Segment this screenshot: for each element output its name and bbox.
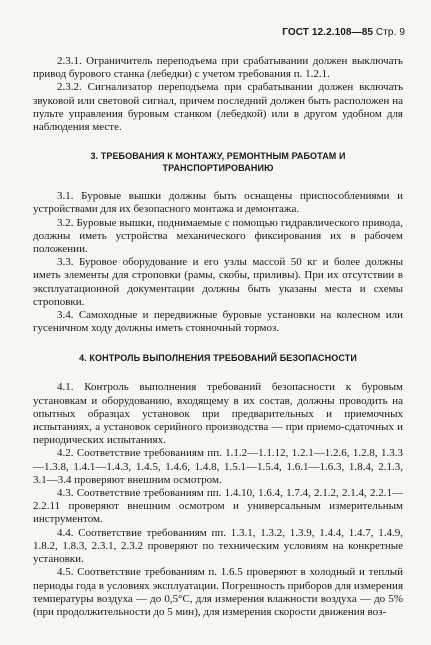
paragraph-4-4: 4.4. Соответствие требованиям пп. 1.3.1, 1.3.2, 1.3.9, 1.4.4, 1.4.7, 1.4.9, 1.8.2, 1.8.3, 2.3.1, 2.3.2 проверяют по техническим условиям на конкретные установки. <box>33 526 403 566</box>
document-body <box>33 55 403 619</box>
standard-number: ГОСТ 12.2.108—85 <box>282 27 374 38</box>
paragraph-3-4: 3.4. Самоходные и передвижные буровые установки на колесном или гусеничном ходу должны иметь стояночный тормоз. <box>33 309 403 335</box>
paragraph-4-3: 4.3. Соответствие требованиям пп. 1.4.10, 1.6.4, 1.7.4, 2.1.2, 2.1.4, 2.2.1—2.2.11 проверяют внешним осмотром и универсальным измерительным инструментом. <box>33 487 403 526</box>
paragraph-2-3-1: 2.3.1. Ограничитель переподъема при срабатывании должен выключать привод бурового станка (лебедки) с учетом требования п. 1.2.1. <box>33 55 403 81</box>
paragraph-4-1: 4.1. Контроль выполнения требований безопасности к буровым установкам и оборудованию, входящему в их состав, должны проводить на опытных образцах установок при предварительных и приемочных испытаниях, а установок серийного производства — при приемо-сдаточных и периодических испытаниях. <box>33 381 403 447</box>
section-heading-3: 3. ТРЕБОВАНИЯ К МОНТАЖУ, РЕМОНТНЫМ РАБОТАМ И ТРАНСПОРТИРОВАНИЮ <box>90 151 346 174</box>
paragraph-2-3-2: 2.3.2. Сигнализатор переподъема при срабатывании должен включать звуковой или световой сигнал, причем последний должен быть расположен на пульте управления буровым станком (лебедкой) или в другом удобном для наблюдения месте. <box>33 81 403 134</box>
section-heading-4: 4. КОНТРОЛЬ ВЫПОЛНЕНИЯ ТРЕБОВАНИЙ БЕЗОПАСНОСТИ <box>79 353 357 364</box>
paragraph-3-2: 3.2. Буровые вышки, поднимаемые с помощью гидравлического привода, должны иметь устройства механического фиксирования их в рабочем положении. <box>33 216 403 256</box>
paragraph-3-1: 3.1. Буровые вышки должны быть оснащены приспособлениями и устройствами для их безопасного монтажа и демонтажа. <box>33 190 403 216</box>
paragraph-4-5: 4.5. Соответствие требованиям п. 1.6.5 проверяют в холодный и теплый периоды года в условиях эксплуатации. Погрешность приборов для измерения температуры воздуха — до 0,5°С, для измерения влажности воздуха — до 5% (при продолжительности до 5 мин), для измерения скорости движения воз- <box>33 566 403 618</box>
page-number: Стр. 9 <box>375 27 405 38</box>
paragraph-4-2: 4.2. Соответствие требованиям пп. 1.1.2—1.1.12, 1.2.1—1.2.6, 1.2.8, 1.3.3—1.3.8, 1.4.1—1.4.3, 1.4.5, 1.4.6, 1.4.8, 1.5.1—1.5.4, 1.6.1—1.6.3, 1.8.4, 2.1.3, 3.1—3.4 проверяют внешним осмотром. <box>33 447 403 486</box>
paragraph-3-3: 3.3. Буровое оборудование и его узлы массой 50 кг и более должны иметь элементы для строповки (рамы, скобы, приливы). При их отсутствии в эксплуатационной документации должны быть указаны места и схемы строповки. <box>33 256 403 308</box>
page-header <box>282 27 405 38</box>
